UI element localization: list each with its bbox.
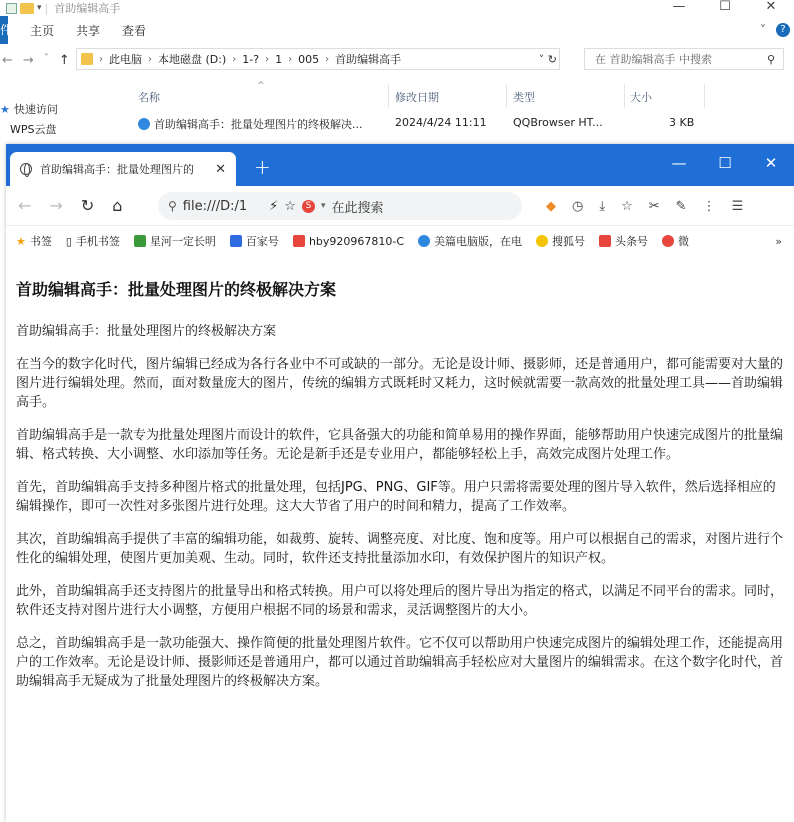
- pen-icon[interactable]: ✎: [675, 198, 687, 214]
- file-size: 3 KB: [669, 116, 695, 129]
- customize-toolbar-icon[interactable]: ▾: [37, 3, 42, 13]
- file-type: QQBrowser HT...: [513, 116, 603, 129]
- breadcrumb-folder-005[interactable]: 005: [298, 52, 320, 66]
- bookmark-favicon-icon: [293, 235, 305, 247]
- column-name[interactable]: 名称: [138, 91, 160, 104]
- ribbon-expand-icon[interactable]: ˅: [760, 23, 766, 37]
- file-name: 首助编辑高手：批量处理图片的终极解决...: [154, 118, 363, 131]
- bookmark-item[interactable]: 微: [662, 233, 689, 249]
- bookmark-item[interactable]: hby920967810-C: [293, 235, 404, 248]
- breadcrumb-current-folder[interactable]: 首助编辑高手: [335, 53, 402, 66]
- toolbar-divider: |: [44, 1, 49, 15]
- tab-file[interactable]: 件: [0, 16, 8, 44]
- sort-ascending-icon: ^: [257, 81, 265, 91]
- bookmark-item[interactable]: 头条号: [599, 233, 648, 249]
- new-tab-button[interactable]: +: [254, 155, 271, 179]
- forward-icon[interactable]: →: [49, 196, 63, 215]
- bookmark-item[interactable]: ▯ 手机书签: [65, 234, 120, 248]
- home-icon[interactable]: ⌂: [112, 196, 123, 215]
- article-paragraph: 总之，首助编辑高手是一款功能强大、操作简便的批量处理图片软件。它不仅可以帮助用户快速完成图片的编辑处理工作，还能提高用户的工作效率。无论是设计师、摄影师还是普通用户，都可以通过首助编辑高手轻松应对大量图片的编辑需求。在这个数字化时代，首助编辑高手无疑成为了批量处理图片的终极解决方案。: [16, 636, 784, 689]
- more-menu-icon[interactable]: ⋮: [702, 198, 716, 214]
- bookmark-item[interactable]: 美篇电脑版，在电: [418, 233, 522, 249]
- column-date[interactable]: 修改日期: [395, 91, 439, 104]
- browser-window: [6, 144, 794, 822]
- browser-tab-bar: [6, 144, 794, 186]
- new-folder-icon[interactable]: [20, 3, 34, 14]
- article-paragraph: 其次，首助编辑高手提供了丰富的编辑功能，如裁剪、旋转、调整亮度、对比度、饱和度等。用户可以根据自己的需求，对图片进行个性化的编辑处理，使图片更加美观、生动。同时，软件还支持批量添加水印，有效保护图片的知识产权。: [16, 532, 784, 566]
- article-paragraph: 首先，首助编辑高手支持多种图片格式的批量处理，包括JPG、PNG、GIF等。用户只需将需要处理的图片导入软件，然后选择相应的编辑操作，即可一次性对多张图片进行处理。这大大节省了用户的时间和精力，提高了工作效率。: [16, 480, 776, 514]
- folder-icon: [81, 53, 93, 65]
- explorer-search-input[interactable]: [584, 48, 784, 70]
- search-icon: ⚲: [766, 52, 775, 66]
- address-dropdown-refresh[interactable]: ˅ ↻: [538, 52, 557, 66]
- recent-locations-icon[interactable]: ˅: [43, 52, 49, 64]
- tab-title: 首助编辑高手：批量处理图片的: [40, 163, 194, 176]
- search-placeholder: 在 首助编辑高手 中搜索: [595, 53, 712, 66]
- bookmarks-bar: [6, 226, 794, 256]
- bookmark-favicon-icon: [230, 235, 242, 247]
- url-bar[interactable]: [158, 192, 522, 220]
- download-icon[interactable]: ⤓: [599, 198, 606, 214]
- page-content: [16, 277, 788, 705]
- browser-maximize-button[interactable]: ☐: [718, 154, 732, 172]
- collections-star-icon[interactable]: ☆: [621, 198, 633, 214]
- browser-toolbar: [6, 186, 794, 226]
- search-engine-placeholder[interactable]: 在此搜索: [331, 200, 384, 216]
- toolbar-tools: [546, 186, 743, 226]
- bookmark-item[interactable]: 百家号: [230, 233, 279, 249]
- search-engine-icon[interactable]: S: [302, 200, 315, 213]
- star-icon: ★: [0, 102, 10, 116]
- search-engine-dropdown-icon[interactable]: ▾: [320, 201, 326, 211]
- bookmark-favicon-icon: [536, 235, 548, 247]
- reload-icon[interactable]: ↻: [80, 196, 95, 215]
- bookmark-item[interactable]: ★ 书签: [16, 234, 52, 248]
- navigation-buttons: [2, 53, 70, 68]
- browser-tab-active[interactable]: [10, 152, 236, 186]
- article-heading: 首助编辑高手：批量处理图片的终极解决方案: [16, 280, 337, 299]
- breadcrumb-this-pc[interactable]: 此电脑: [109, 53, 142, 66]
- nav-quick-access-label: 快速访问: [13, 103, 58, 116]
- forward-arrow-icon[interactable]: →: [22, 52, 34, 68]
- lightning-icon[interactable]: ⚡: [269, 198, 279, 214]
- url-text[interactable]: file:///D:/1: [182, 198, 248, 214]
- browser-nav-buttons: [18, 196, 122, 215]
- tab-close-icon[interactable]: ✕: [215, 161, 226, 177]
- favorite-star-icon[interactable]: ☆: [284, 198, 296, 214]
- phone-icon: ▯: [65, 234, 72, 248]
- search-icon: ⚲: [168, 199, 177, 213]
- bookmark-item[interactable]: 搜狐号: [536, 233, 585, 249]
- extension-icon[interactable]: ◆: [546, 198, 556, 214]
- bookmark-favicon-icon: [662, 235, 674, 247]
- breadcrumb-folder-1[interactable]: 1: [275, 52, 283, 66]
- navigation-pane: [0, 100, 120, 136]
- address-row: [0, 44, 794, 76]
- explorer-titlebar: [0, 0, 794, 16]
- tab-view[interactable]: 查看: [122, 23, 147, 38]
- tab-share[interactable]: 共享: [76, 23, 101, 38]
- quick-access-toolbar: [6, 2, 48, 15]
- maximize-button[interactable]: ☐: [719, 0, 731, 14]
- bookmark-item[interactable]: 星河一定长明: [134, 233, 216, 249]
- article-paragraph: 首助编辑高手是一款专为批量处理图片而设计的软件，它具备强大的功能和简单易用的操作界面，能够帮助用户快速完成图片的批量编辑、格式转换、大小调整、水印添加等任务。无论是新手还是专业用户，都能够轻松上手，高效完成图片处理工作。: [16, 428, 784, 462]
- browser-close-button[interactable]: ✕: [764, 154, 778, 172]
- bookmark-star-icon: ★: [16, 234, 26, 248]
- globe-icon: [20, 163, 32, 175]
- column-size[interactable]: 大小: [630, 91, 652, 104]
- file-row[interactable]: [138, 116, 718, 136]
- nav-quick-access[interactable]: [0, 100, 120, 118]
- nav-wps-cloud[interactable]: [0, 122, 120, 136]
- properties-icon[interactable]: [6, 3, 17, 14]
- ribbon-tabs: [0, 16, 794, 44]
- explorer-window-controls: [656, 0, 794, 14]
- file-name-cell: [138, 116, 363, 132]
- hamburger-menu-icon[interactable]: ☰: [731, 198, 744, 214]
- history-icon[interactable]: ◷: [572, 198, 584, 214]
- file-explorer-window: [0, 0, 794, 150]
- nav-wps-label: WPS云盘: [10, 123, 57, 136]
- bookmark-favicon-icon: [134, 235, 146, 247]
- address-bar[interactable]: › 此电脑 › 本地磁盘 (D:) › 1-? › 1 › 005 › 首助编辑高手 ˅ ↻: [76, 48, 560, 70]
- bookmarks-overflow-button[interactable]: »: [775, 234, 782, 248]
- browser-window-controls: [656, 154, 794, 172]
- breadcrumb-drive-d[interactable]: 本地磁盘 (D:): [158, 53, 227, 66]
- column-type[interactable]: 类型: [513, 91, 535, 104]
- back-icon[interactable]: ←: [18, 196, 32, 215]
- article-paragraph: 在当今的数字化时代，图片编辑已经成为各行各业中不可或缺的一部分。无论是设计师、摄影师，还是普通用户，都可能需要对大量的图片进行编辑处理。然而，面对数量庞大的图片，传统的编辑方式既耗时又耗力，这时候就需要一款高效的批量处理工具——首助编辑高手。: [16, 357, 784, 410]
- browser-minimize-button[interactable]: —: [671, 154, 687, 172]
- help-icon[interactable]: ?: [776, 23, 790, 37]
- article-subtitle: 首助编辑高手：批量处理图片的终极解决方案: [16, 324, 277, 339]
- up-arrow-icon[interactable]: ↑: [58, 52, 70, 68]
- qqbrowser-icon: [138, 118, 150, 130]
- close-button[interactable]: ✕: [765, 0, 777, 14]
- minimize-button[interactable]: —: [672, 0, 686, 14]
- article-paragraph: 此外，首助编辑高手还支持图片的批量导出和格式转换。用户可以将处理后的图片导出为指定的格式，以满足不同平台的需求。同时，软件还支持对图片进行大小调整，方便用户根据不同的场景和需求，灵活调整图片的大小。: [16, 584, 784, 618]
- explorer-window-title: 首助编辑高手: [54, 2, 121, 15]
- bookmark-favicon-icon: [599, 235, 611, 247]
- bookmark-favicon-icon: [418, 235, 430, 247]
- file-date: 2024/4/24 11:11: [395, 116, 487, 129]
- screenshot-scissors-icon[interactable]: ✂: [648, 198, 660, 214]
- tab-home[interactable]: 主页: [30, 23, 55, 38]
- back-arrow-icon[interactable]: ←: [2, 52, 13, 68]
- breadcrumb-folder-1q[interactable]: 1-?: [242, 52, 260, 66]
